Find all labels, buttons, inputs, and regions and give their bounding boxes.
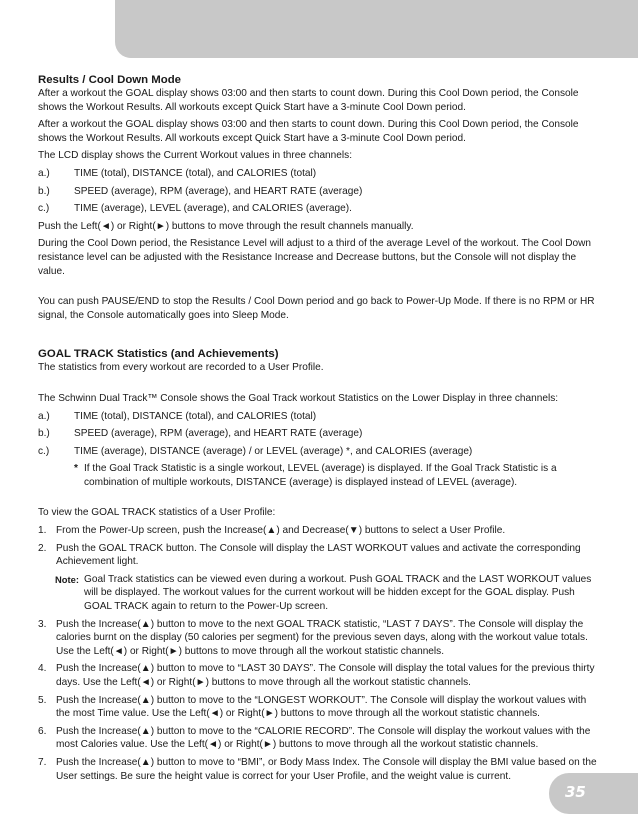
goal-paragraph: The Schwinn Dual Track™ Console shows the Goal Track workout Statistics on the Lower Display in three channels: — [38, 392, 559, 404]
step-item — [38, 725, 600, 752]
page-number: 35 — [565, 783, 586, 801]
footnote-marker: * — [74, 463, 78, 475]
note-block — [55, 573, 600, 614]
step-number: 5. — [38, 694, 47, 706]
step-item — [38, 662, 600, 689]
list-item — [38, 427, 600, 441]
list-text: TIME (average), LEVEL (average), and CALORIES (average). — [74, 203, 352, 215]
step-text: Push the Increase(▲) button to move to the “LONGEST WORKOUT”. The Console will display the workout values with the most Time value. Use the Left(◄) or Right(►) buttons to move through all the workout statistic channels. — [56, 694, 587, 720]
goal-track-heading: GOAL TRACK Statistics (and Achievements) — [38, 348, 279, 361]
step-text: Push the Increase(▲) button to move to the next GOAL TRACK statistic, “LAST 7 DAYS”. The Console will display the calories burnt on the display (50 calories per segment) for the previous seven days, along with the workout value totals. Use the Left(◄) or Right(►) buttons to move through all the workout statistic channels. — [56, 618, 588, 657]
step-text: Push the GOAL TRACK button. The Console will display the LAST WORKOUT values and activate the corresponding Achievement light. — [56, 542, 581, 568]
list-label: b.) — [38, 428, 50, 440]
step-text: Push the Increase(▲) button to move to the “CALORIE RECORD”. The Console will display the workout values with the most Calories value. Use the Left(◄) or Right(►) buttons to move through all the workout statistic channels. — [56, 725, 591, 751]
step-text: From the Power-Up screen, push the Increase(▲) and Decrease(▼) buttons to select a User Profile. — [56, 525, 506, 537]
list-item — [38, 445, 600, 459]
header-bar — [115, 0, 638, 58]
step-text: Push the Increase(▲) button to move to “LAST 30 DAYS”. The Console will display the total values for the previous thirty days. Use the Left(◄) or Right(►) buttons to move through all the workout statistic channels. — [56, 663, 595, 688]
list-text: TIME (total), DISTANCE (total), and CALORIES (total) — [74, 410, 317, 422]
goal-paragraph: The statistics from every workout are recorded to a User Profile. — [38, 362, 324, 374]
step-text: Push the Increase(▲) button to move to “BMI”, or Body Mass Index. The Console will display the BMI value based on the User settings. Be sure the height value is correct for your User Profile, and the weight value is current. — [56, 756, 597, 782]
list-label: a.) — [38, 167, 50, 179]
results-paragraph: During the Cool Down period, the Resistance Level will adjust to a third of the average Level of the workout. The Cool Down resistance level can be adjusted with the Resistance Increase and Decrease buttons, but the Console will not display the value. — [38, 238, 592, 277]
list-text: SPEED (average), RPM (average), and HEART RATE (average) — [74, 428, 363, 440]
results-paragraph: You can push PAUSE/END to stop the Results / Cool Down period and go back to Power-Up Mode. If there is no RPM or HR signal, the Console automatically goes into Sleep Mode. — [38, 296, 595, 321]
footnote — [74, 462, 600, 489]
step-number: 6. — [38, 725, 47, 737]
list-label: c.) — [38, 203, 50, 215]
results-heading: Results / Cool Down Mode — [38, 74, 182, 86]
list-item — [38, 410, 600, 424]
results-paragraph: The LCD display shows the Current Workout values in three channels: — [38, 150, 352, 162]
step-item — [38, 618, 600, 659]
step-number: 2. — [38, 542, 47, 554]
list-text: TIME (total), DISTANCE (total), and CALORIES (total) — [74, 167, 317, 179]
goal-paragraph: To view the GOAL TRACK statistics of a User Profile: — [38, 507, 276, 519]
step-number: 3. — [38, 618, 47, 630]
results-paragraph: After a workout the GOAL display shows 03:00 and then starts to count down. During this Cool Down period, the Console shows the Workout Results. All workouts except Quick Start have a 3-minute Cool Down period. — [38, 119, 579, 144]
results-paragraph: After a workout the GOAL display shows 03:00 and then starts to count down. During this Cool Down period, the Console shows the Workout Results. All workouts except Quick Start have a 3-minute Cool Down period. — [38, 88, 579, 113]
step-item — [38, 542, 600, 569]
page-number-tab — [549, 773, 638, 814]
list-item — [38, 167, 600, 181]
footnote-text: If the Goal Track Statistic is a single workout, LEVEL (average) is displayed. If the Goal Track Statistic is a combination of multiple workouts, DISTANCE (average) is displayed instead of LEVEL (average). — [84, 463, 557, 488]
step-item — [38, 694, 600, 721]
step-number: 7. — [38, 756, 47, 768]
step-item — [38, 756, 600, 783]
step-number: 1. — [38, 525, 47, 537]
results-paragraph: Push the Left(◄) or Right(►) buttons to move through the result channels manually. — [38, 220, 414, 232]
note-text: Goal Track statistics can be viewed even during a workout. Push GOAL TRACK and the LAST WORKOUT values will be displayed. The workout values for the current workout will be hidden except for the GOAL display. Push GOAL TRACK again to return to the Power-Up screen. — [84, 573, 592, 613]
list-item — [38, 185, 600, 199]
list-label: c.) — [38, 445, 50, 457]
list-item — [38, 202, 600, 216]
list-label: a.) — [38, 410, 50, 422]
page-content — [38, 73, 600, 787]
note-label: Note: — [55, 573, 79, 585]
list-label: b.) — [38, 185, 50, 197]
step-number: 4. — [38, 663, 47, 675]
list-text: TIME (average), DISTANCE (average) / or LEVEL (average) *, and CALORIES (average) — [74, 445, 473, 457]
step-item — [38, 524, 600, 538]
list-text: SPEED (average), RPM (average), and HEART RATE (average) — [74, 185, 363, 197]
